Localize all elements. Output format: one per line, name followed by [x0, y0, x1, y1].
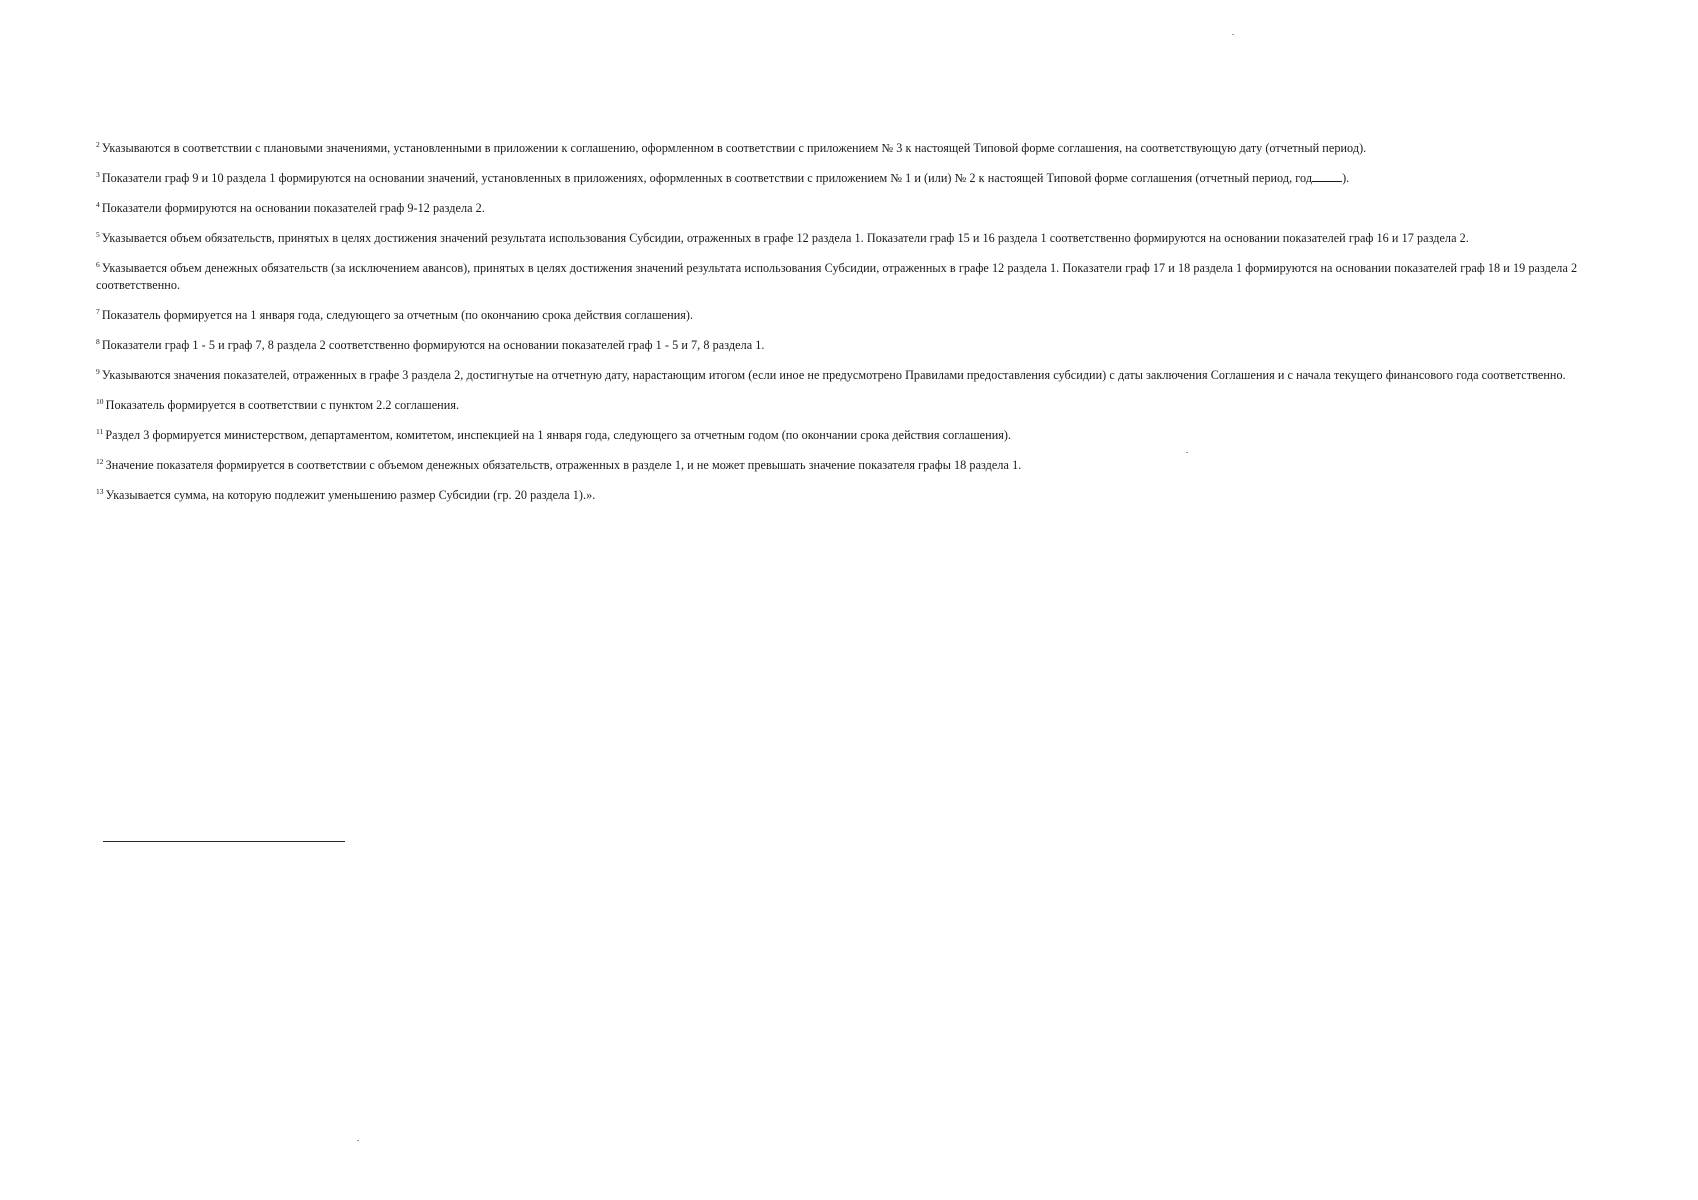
- footnote-number: 7: [96, 306, 100, 316]
- footnote-text: Раздел 3 формируется министерством, департаментом, комитетом, инспекцией на 1 января года, следующего за отчетным годом (по окончании срока действия соглашения).: [105, 428, 1012, 442]
- footnote-text: Указывается сумма, на которую подлежит уменьшению размер Субсидии (гр. 20 раздела 1).».: [105, 488, 596, 502]
- scan-speck: [357, 1140, 359, 1141]
- footnote-7: [96, 307, 1626, 324]
- footnote-text: Показатели граф 9 и 10 раздела 1 формируются на основании значений, установленных в приложениях, оформленных в соответствии с приложением № 1 и (или) № 2 к настоящей Типовой форме соглашения (отчетный период, год: [101, 171, 1313, 185]
- footnote-text: Указываются в соответствии с плановыми значениями, установленными в приложении к соглашению, оформленном в соответствии с приложением № 3 к настоящей Типовой форме соглашения, на соответствующую дату (отчетный период).: [101, 141, 1367, 155]
- scan-speck: [1186, 452, 1188, 453]
- footnote-number: 4: [96, 199, 100, 209]
- footnote-separator-line: [103, 841, 345, 842]
- footnote-number: 12: [96, 456, 104, 466]
- footnote-number: 6: [96, 259, 100, 269]
- footnote-text: Показатели формируются на основании показателей граф 9-12 раздела 2.: [101, 201, 485, 215]
- footnote-3: [96, 170, 1626, 187]
- footnote-4: [96, 200, 1626, 217]
- footnote-13: [96, 487, 1626, 504]
- footnote-6: [96, 260, 1626, 294]
- footnote-number: 13: [96, 486, 104, 496]
- footnote-8: [96, 337, 1626, 354]
- blank-year-field: [1312, 171, 1342, 182]
- footnote-text: Показатель формируется в соответствии с пунктом 2.2 соглашения.: [105, 398, 460, 412]
- footnote-text: Значение показателя формируется в соответствии с объемом денежных обязательств, отраженных в разделе 1, и не может превышать значение показателя графы 18 раздела 1.: [105, 458, 1022, 472]
- footnote-11: [96, 427, 1626, 444]
- footnote-number: 8: [96, 336, 100, 346]
- footnote-10: [96, 397, 1626, 414]
- footnote-9: [96, 367, 1626, 384]
- footnote-number: 2: [96, 139, 100, 149]
- footnote-number: 3: [96, 169, 100, 179]
- footnote-text: Указывается объем обязательств, принятых в целях достижения значений результата использования Субсидии, отраженных в графе 12 раздела 1. Показатели граф 15 и 16 раздела 1 соответственно формируются на основании показателей граф 16 и 17 раздела 2.: [101, 231, 1469, 245]
- footnote-2: [96, 140, 1626, 157]
- footnote-text: Указываются значения показателей, отраженных в графе 3 раздела 2, достигнутые на отчетную дату, нарастающим итогом (если иное не предусмотрено Правилами предоставления субсидии) с даты заключения Соглашения и с начала текущего финансового года соответственно.: [101, 368, 1566, 382]
- footnote-text: Показатели граф 1 - 5 и граф 7, 8 раздела 2 соответственно формируются на основании показателей граф 1 - 5 и 7, 8 раздела 1.: [101, 338, 765, 352]
- footnote-12: [96, 457, 1626, 474]
- footnote-text: Указывается объем денежных обязательств (за исключением авансов), принятых в целях достижения значений результата использования Субсидии, отраженных в графе 12 раздела 1. Показатели граф 17 и 18 раздела 1 формируются на основании показателей граф 18 и 19 раздела 2 соответственно.: [96, 261, 1578, 292]
- footnote-number: 11: [96, 426, 104, 436]
- footnote-5: [96, 230, 1626, 247]
- scan-speck: [1232, 34, 1234, 35]
- footnote-text-end: ).: [1342, 171, 1350, 185]
- footnote-number: 5: [96, 229, 100, 239]
- footnote-number: 9: [96, 366, 100, 376]
- footnote-text: Показатель формируется на 1 января года, следующего за отчетным (по окончанию срока действия соглашения).: [101, 308, 694, 322]
- footnote-number: 10: [96, 396, 104, 406]
- footnotes-list: [96, 140, 1626, 517]
